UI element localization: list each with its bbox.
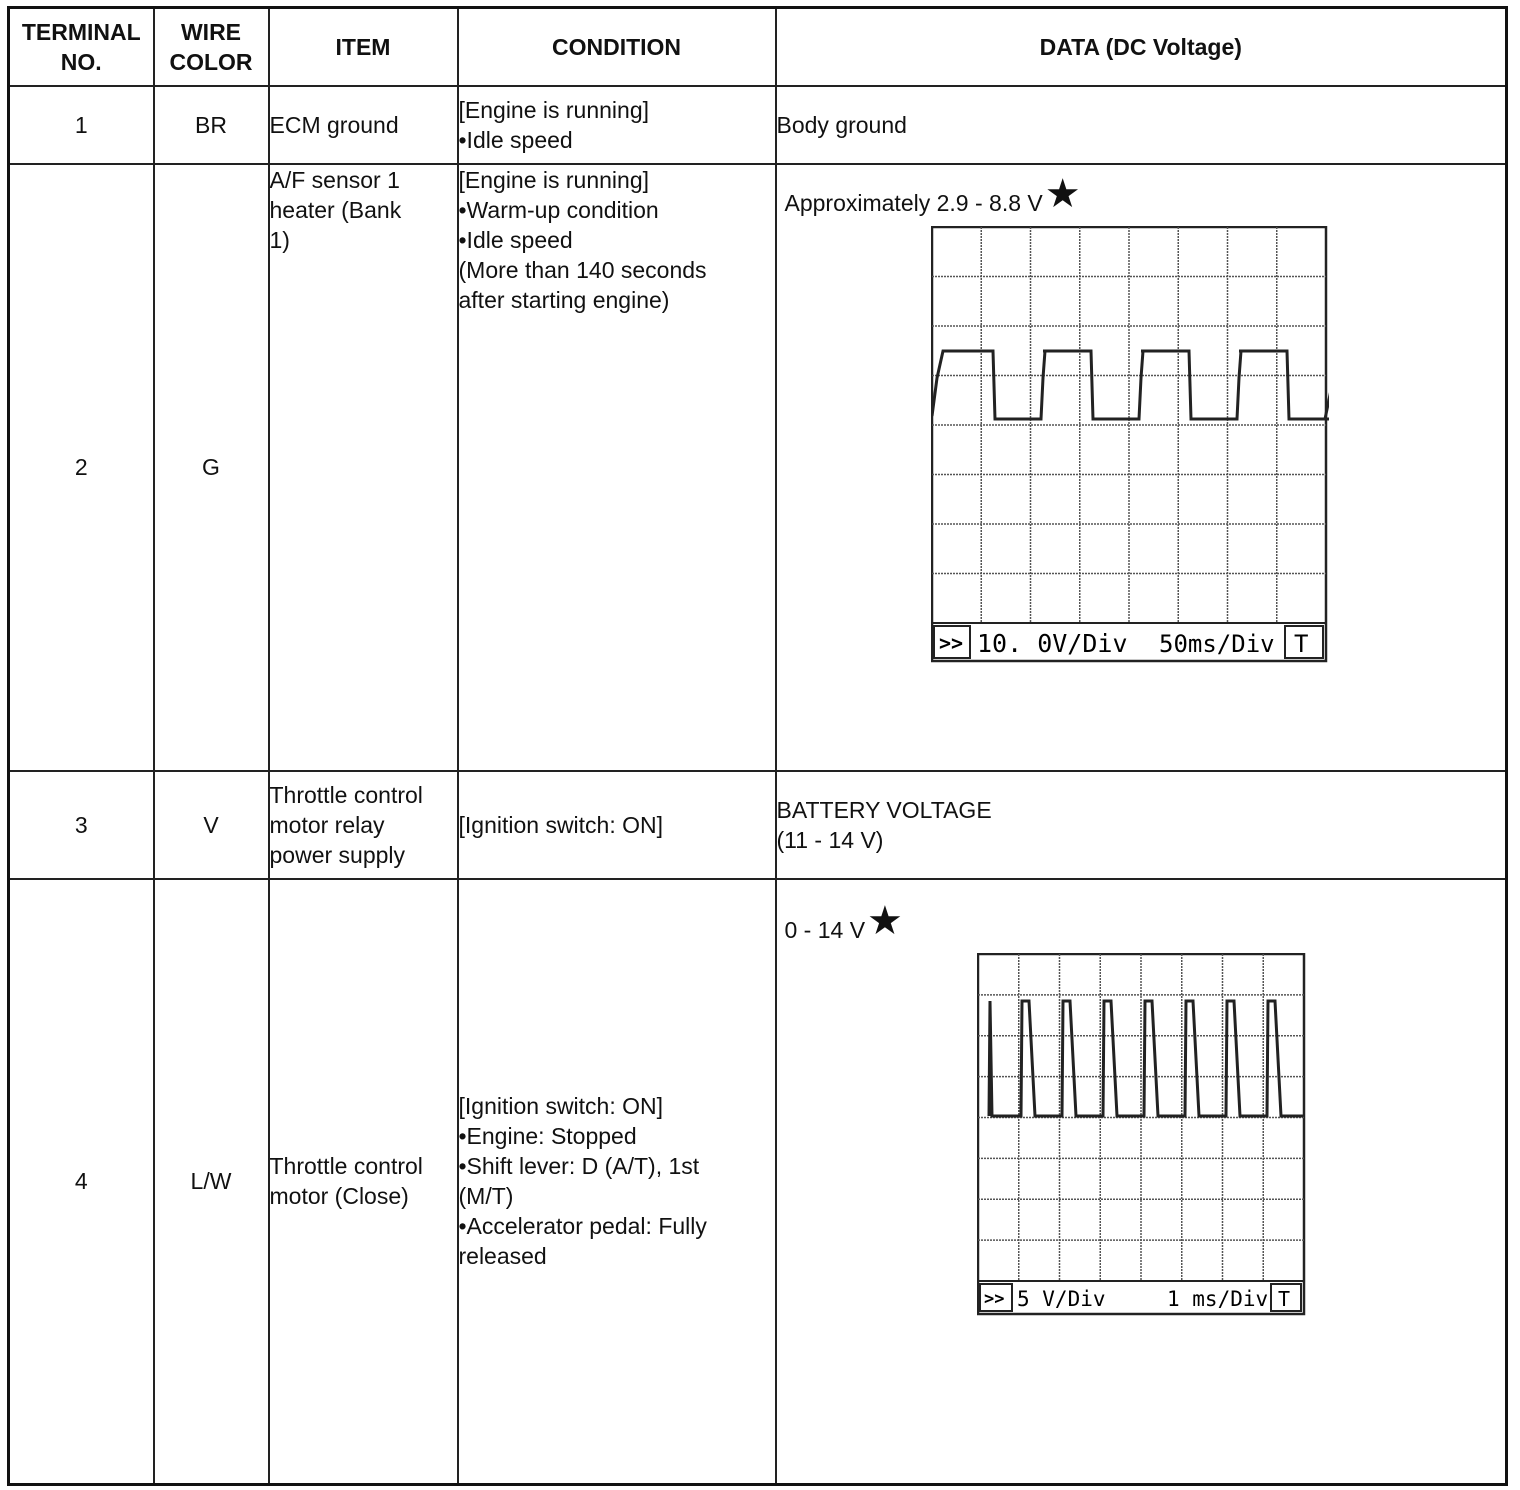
data-cell (776, 771, 1507, 879)
data-value: BATTERY VOLTAGE (776, 796, 992, 823)
item-cell (269, 771, 458, 879)
wire-color: G (154, 164, 269, 771)
item-cell (269, 879, 458, 1485)
condition-cell (458, 164, 776, 771)
condition-line: [Engine is running] (458, 96, 650, 123)
condition-line: •Accelerator pedal: Fully (458, 1213, 707, 1240)
scope-time-div: 50ms/Div (1158, 629, 1275, 658)
terminal-number: 2 (9, 164, 154, 771)
condition-line: released (458, 1243, 547, 1270)
header-wire-line2: COLOR (169, 48, 253, 75)
scope-grid (932, 227, 1326, 623)
condition-line: [Ignition switch: ON] (458, 811, 664, 838)
item-text: Throttle control (269, 1153, 423, 1180)
terminal-number: 1 (9, 86, 154, 164)
item-text: ECM ground (269, 111, 399, 138)
scope-indicator: >> (983, 1288, 1004, 1309)
data-value: (11 - 14 V) (776, 826, 884, 853)
terminal-data-table (7, 6, 1508, 1486)
data-cell (776, 164, 1507, 771)
scope-volt-div: 5 V/Div (1016, 1286, 1106, 1311)
item-cell (269, 86, 458, 164)
header-data: DATA (DC Voltage) (776, 8, 1507, 86)
oscilloscope-waveform-af-heater (931, 226, 1329, 666)
condition-line: (M/T) (458, 1183, 514, 1210)
data-value: Approximately 2.9 - 8.8 V (784, 189, 1043, 216)
table-row (9, 86, 1507, 164)
item-text: heater (Bank (269, 196, 402, 223)
oscilloscope-waveform-throttle-motor (977, 953, 1307, 1318)
data-value-line (777, 880, 1506, 945)
data-cell (776, 879, 1507, 1485)
condition-line: •Idle speed (458, 226, 573, 253)
waveform-trace (989, 1001, 1303, 1116)
header-terminal-line2: NO. (60, 48, 102, 75)
condition-line: •Warm-up condition (458, 196, 659, 223)
item-text: motor (Close) (269, 1183, 409, 1210)
condition-line: (More than 140 seconds (458, 256, 707, 283)
star-icon: ★ (867, 898, 903, 943)
star-icon: ★ (1044, 171, 1081, 216)
condition-line: •Shift lever: D (A/T), 1st (458, 1153, 700, 1180)
condition-line: [Engine is running] (458, 166, 650, 193)
header-terminal-no (9, 8, 154, 86)
header-condition: CONDITION (458, 8, 776, 86)
data-value-line (777, 165, 1506, 218)
wire-color: V (154, 771, 269, 879)
wire-color: BR (154, 86, 269, 164)
waveform-trace (932, 351, 1329, 419)
data-value: Body ground (776, 111, 907, 138)
condition-cell (458, 86, 776, 164)
item-text: 1) (269, 226, 290, 253)
condition-line: after starting engine) (458, 286, 670, 313)
wire-color: L/W (154, 879, 269, 1485)
scope-indicator: >> (938, 630, 963, 655)
header-terminal-line1: TERMINAL (21, 18, 141, 45)
header-wire-line1: WIRE (180, 18, 242, 45)
data-cell (776, 86, 1507, 164)
header-row (9, 8, 1507, 86)
table-row (9, 771, 1507, 879)
item-cell (269, 164, 458, 771)
table-row (9, 879, 1507, 1485)
item-text: motor relay (269, 811, 385, 838)
data-value: 0 - 14 V (784, 916, 866, 943)
condition-line: •Engine: Stopped (458, 1123, 637, 1150)
condition-line: [Ignition switch: ON] (458, 1093, 664, 1120)
item-text: Throttle control (269, 781, 423, 808)
terminal-number: 4 (9, 879, 154, 1485)
scope-trigger: T (1293, 629, 1308, 658)
condition-cell (458, 879, 776, 1485)
scope-volt-div: 10. 0V/Div (976, 628, 1128, 658)
scope-trigger: T (1277, 1286, 1290, 1311)
condition-cell (458, 771, 776, 879)
header-wire-color (154, 8, 269, 86)
terminal-number: 3 (9, 771, 154, 879)
item-text: power supply (269, 841, 406, 868)
scope-time-div: 1 ms/Div (1166, 1286, 1268, 1311)
table-row (9, 164, 1507, 771)
item-text: A/F sensor 1 (269, 166, 400, 193)
condition-line: •Idle speed (458, 126, 573, 153)
header-item: ITEM (269, 8, 458, 86)
